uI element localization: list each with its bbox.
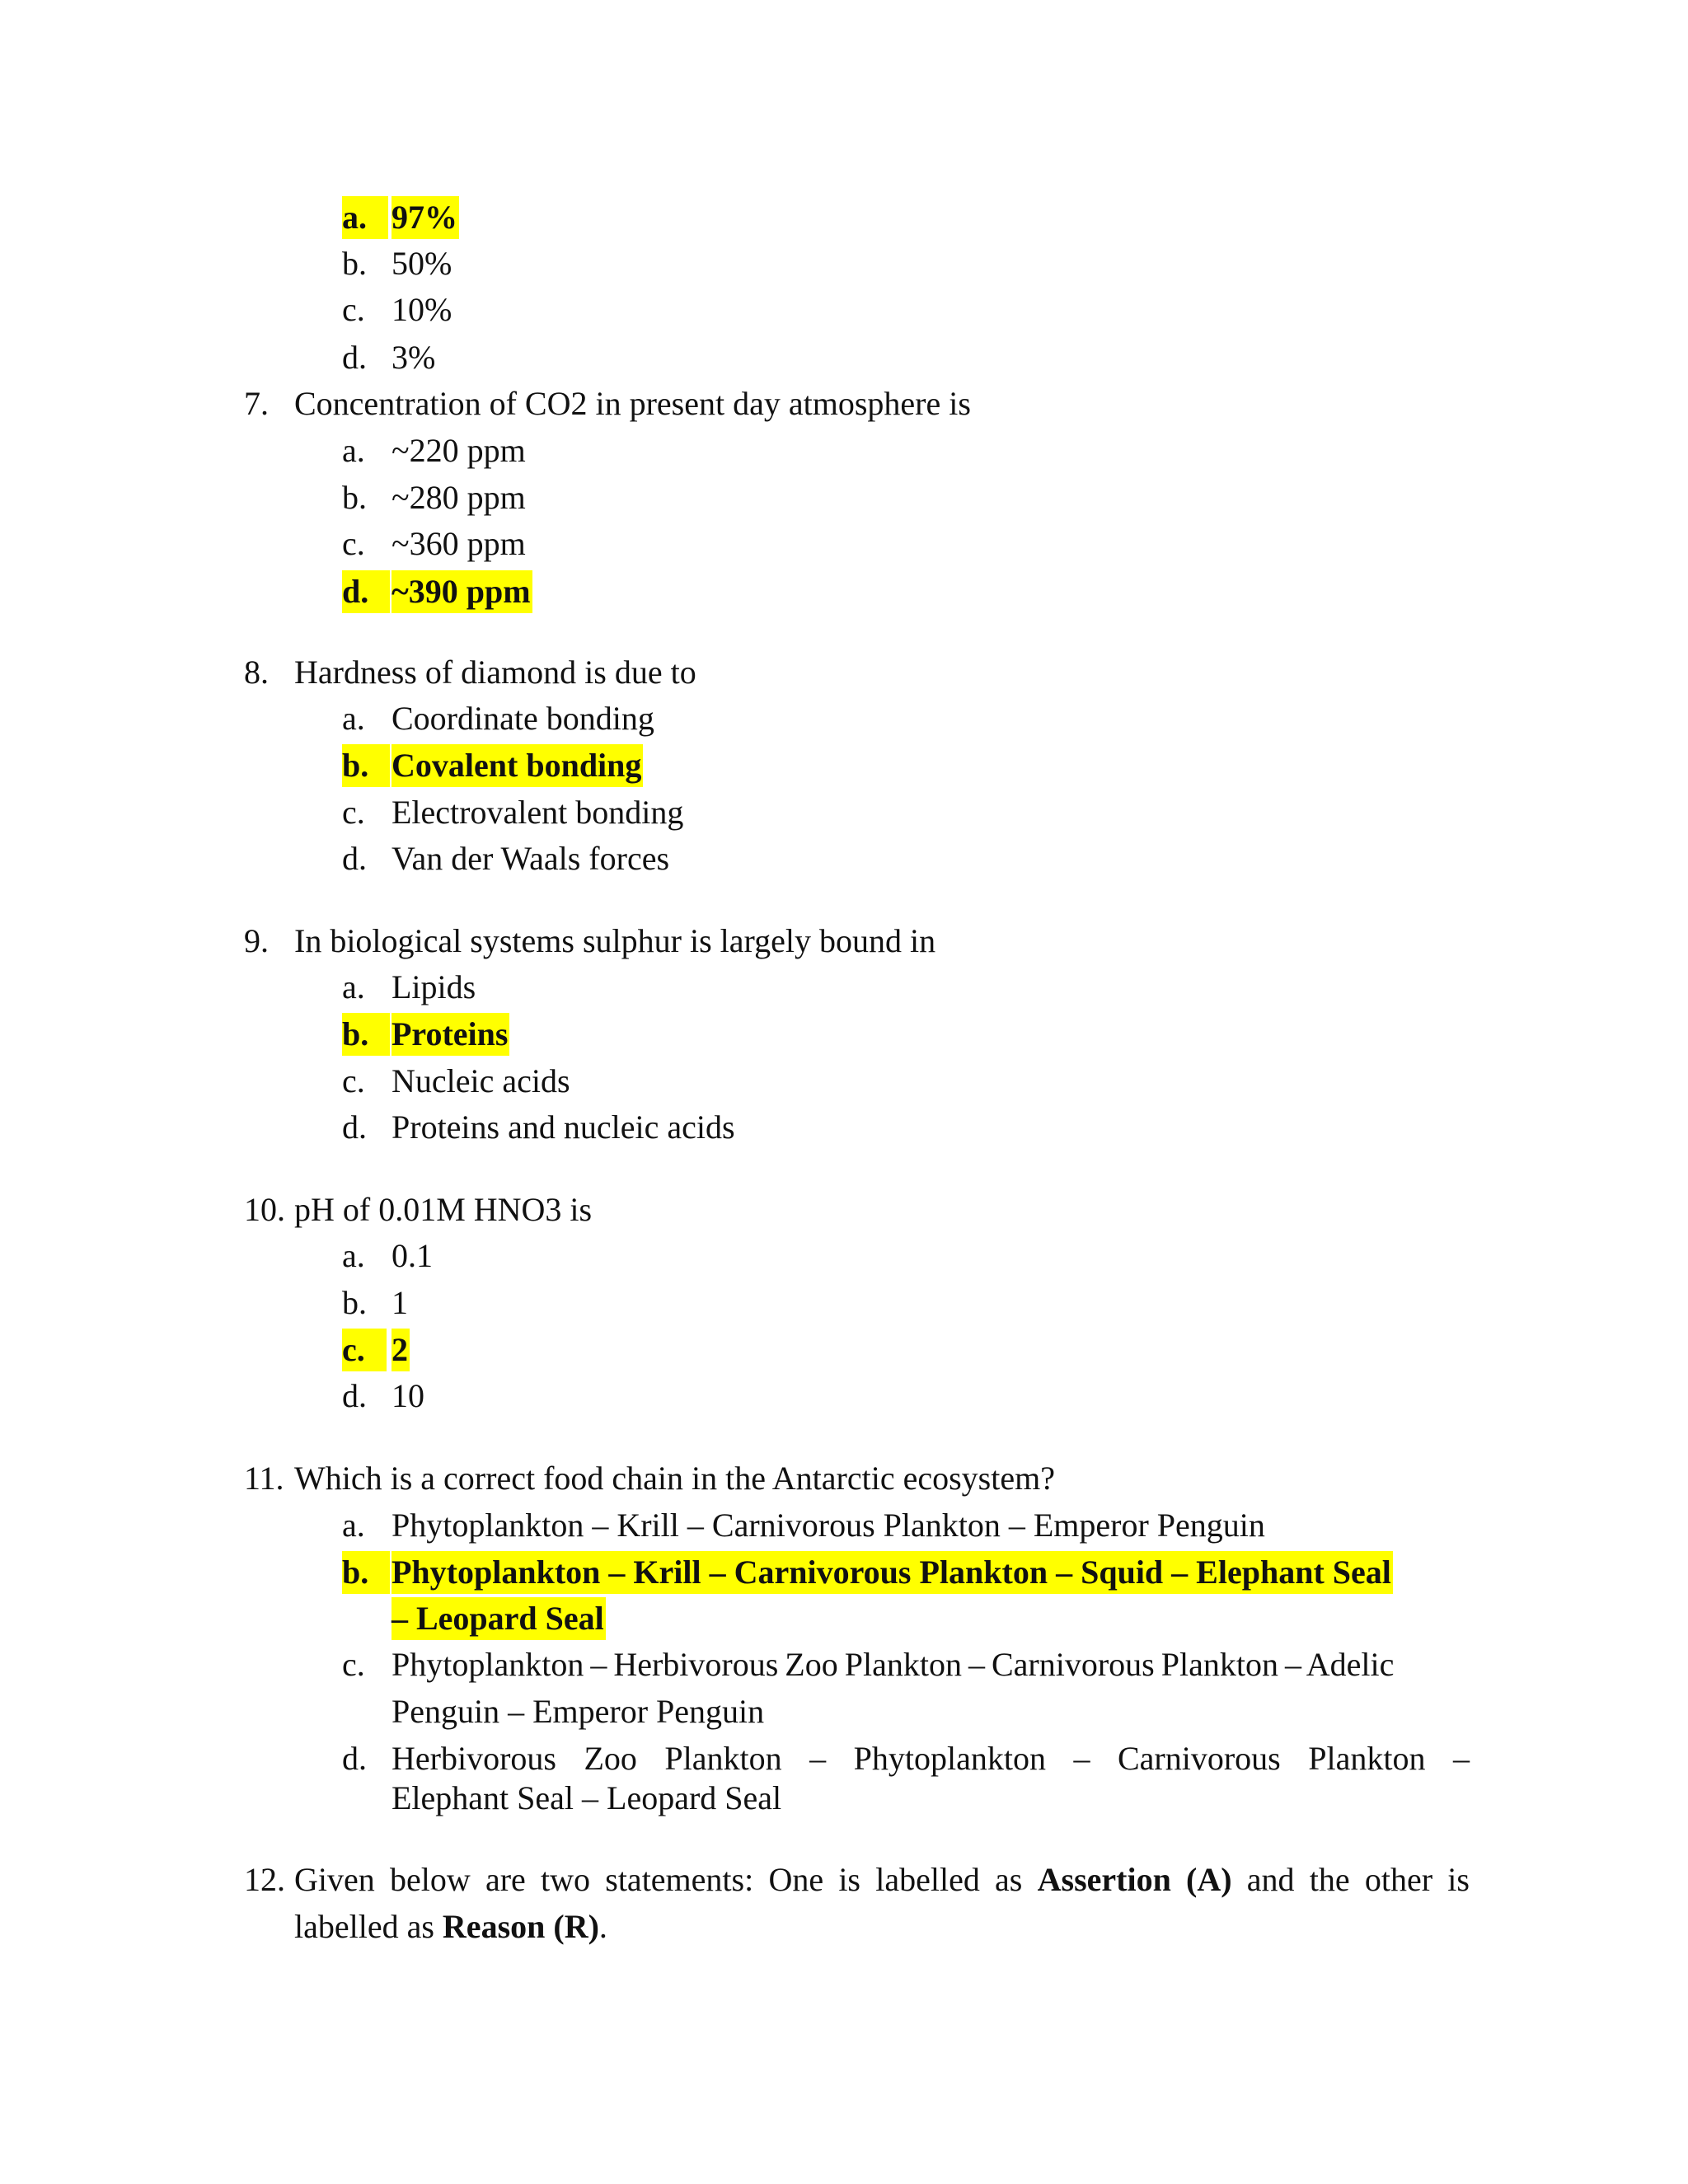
option-text: Phytoplankton – Krill – Carnivorous Plankton – Emperor Penguin: [392, 1507, 1265, 1544]
option-text: Van der Waals forces: [392, 840, 670, 877]
option-text: Elephant Seal – Leopard Seal: [392, 1779, 782, 1816]
option-text: 10%: [392, 291, 452, 328]
question-number: 12.: [244, 1861, 285, 1898]
option-label: d.: [342, 840, 367, 877]
option-label: b.: [342, 245, 367, 282]
option-label: d.: [342, 339, 367, 376]
option-label: c.: [342, 1062, 365, 1099]
question-text-part: Given below are two statements: One is labelled as: [294, 1861, 1038, 1898]
option-text: Proteins and nucleic acids: [392, 1108, 735, 1146]
option-label: d.: [342, 1377, 367, 1414]
option-text: 97%: [392, 196, 459, 239]
question-text: Concentration of CO2 in present day atmosphere is: [294, 385, 971, 422]
option-text: 0.1: [392, 1237, 433, 1274]
question-text: In biological systems sulphur is largely bound in: [294, 922, 936, 959]
option-label: b.: [342, 1013, 390, 1056]
option-text: ~360 ppm: [392, 525, 526, 562]
option-text: ~280 ppm: [392, 479, 526, 516]
option-label: c.: [342, 794, 365, 831]
question-text: [294, 1858, 1470, 1901]
option-text: Phytoplankton – Krill – Carnivorous Plankton – Squid – Elephant Seal: [392, 1551, 1393, 1594]
option-label: a.: [342, 1237, 365, 1274]
option-text: Coordinate bonding: [392, 700, 654, 737]
option-text: Electrovalent bonding: [392, 794, 684, 831]
option-label: b.: [342, 1284, 367, 1321]
assertion-label: Assertion (A): [1037, 1861, 1232, 1898]
option-label: d.: [342, 1108, 367, 1146]
question-number: 11.: [244, 1460, 284, 1497]
option-label: b.: [342, 479, 367, 516]
option-text: ~220 ppm: [392, 432, 526, 469]
reason-label: Reason (R): [442, 1908, 599, 1945]
question-text: [294, 1905, 607, 1948]
option-text: Lipids: [392, 968, 476, 1005]
option-text: 1: [392, 1284, 408, 1321]
question-number: 10.: [244, 1191, 285, 1228]
option-label: b.: [342, 744, 390, 787]
option-text: 50%: [392, 245, 452, 282]
option-text: 10: [392, 1377, 424, 1414]
option-label: c.: [342, 525, 365, 562]
option-text: – Leopard Seal: [392, 1597, 606, 1640]
option-text: Penguin – Emperor Penguin: [392, 1693, 765, 1730]
question-number: 7.: [244, 385, 269, 422]
option-text: Herbivorous Zoo Plankton – Phytoplankton – Carnivorous Plankton –: [392, 1740, 1470, 1777]
option-text: Covalent bonding: [392, 744, 643, 787]
question-text: Hardness of diamond is due to: [294, 654, 696, 691]
question-text-part: and the other is: [1231, 1861, 1470, 1898]
option-label: a.: [342, 700, 365, 737]
question-text: pH of 0.01M HNO3 is: [294, 1191, 593, 1228]
option-label: a.: [342, 1507, 365, 1544]
option-text: Nucleic acids: [392, 1062, 570, 1099]
option-text: 2: [392, 1329, 410, 1371]
option-label: d.: [342, 1740, 367, 1777]
option-label: c.: [342, 291, 365, 328]
question-number: 9.: [244, 922, 269, 959]
question-text: Which is a correct food chain in the Antarctic ecosystem?: [294, 1460, 1055, 1497]
option-label: d.: [342, 570, 390, 613]
option-label: c.: [342, 1329, 387, 1371]
option-label: b.: [342, 1551, 390, 1594]
option-text: Phytoplankton – Herbivorous Zoo Plankton – Carnivorous Plankton – Adelic: [392, 1646, 1395, 1683]
question-number: 8.: [244, 654, 269, 691]
option-text: ~390 ppm: [392, 570, 532, 613]
question-text-part: labelled as: [294, 1908, 443, 1945]
option-label: a.: [342, 196, 388, 239]
option-label: a.: [342, 968, 365, 1005]
question-text-part: .: [598, 1908, 607, 1945]
option-text: 3%: [392, 339, 436, 376]
option-text: Proteins: [392, 1013, 509, 1056]
option-label: c.: [342, 1646, 365, 1683]
option-label: a.: [342, 432, 365, 469]
